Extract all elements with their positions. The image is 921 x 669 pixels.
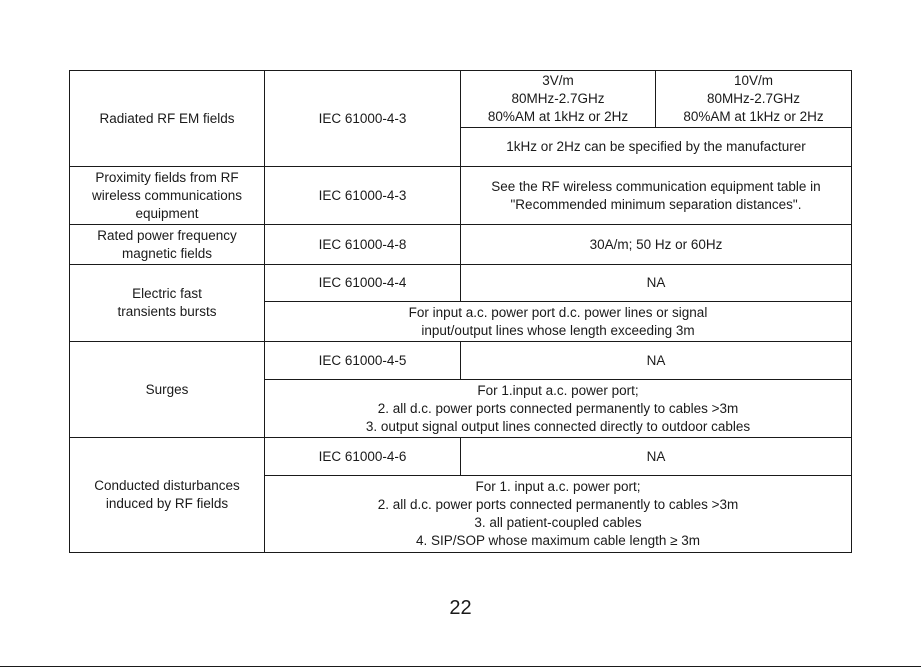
standard-cell [265, 225, 461, 265]
emc-immunity-table [69, 70, 852, 553]
test-level-cell [461, 225, 852, 265]
compliance-level-cell [656, 71, 852, 128]
standard-cell [265, 167, 461, 225]
note-cell [265, 476, 852, 553]
phenomenon-line: Electric fast [132, 286, 202, 301]
note-line: For 1. input a.c. power port; [475, 479, 641, 494]
note-line: For 1.input a.c. power port; [477, 382, 639, 398]
test-level-cell [461, 342, 852, 380]
table-row [70, 438, 852, 476]
standard-text: IEC 61000-4-8 [318, 236, 407, 252]
compliance-level-line: 80MHz-2.7GHz [706, 91, 801, 106]
phenomenon-cell [70, 265, 265, 342]
phenomenon-cell [70, 342, 265, 438]
phenomenon-line: magnetic fields [121, 245, 213, 261]
test-level-text: NA [646, 448, 666, 464]
table-row [70, 167, 852, 225]
standard-cell [265, 265, 461, 302]
test-level-line: 80MHz-2.7GHz [511, 91, 605, 106]
note-cell [265, 302, 852, 342]
compliance-level-line: 10V/m [733, 73, 774, 88]
note-cell [461, 128, 852, 167]
standard-text: IEC 61000-4-4 [318, 275, 407, 290]
test-level-line: See the RF wireless communication equipment table in [491, 178, 821, 194]
phenomenon-cell [70, 438, 265, 553]
phenomenon-cell [70, 71, 265, 167]
standard-cell [265, 342, 461, 380]
phenomenon-line: wireless communications [91, 187, 243, 203]
note-cell [265, 380, 852, 438]
table-row [70, 71, 852, 128]
phenomenon-text: Radiated RF EM fields [99, 110, 235, 126]
compliance-level-line: 80%AM at 1kHz or 2Hz [683, 109, 824, 124]
note-line: 2. all d.c. power ports connected permanently to cables >3m [377, 497, 739, 512]
note-line: For input a.c. power port d.c. power lines or signal [408, 304, 708, 320]
test-level-text: NA [646, 275, 666, 290]
phenomenon-line: transients bursts [117, 304, 217, 319]
standard-cell [265, 71, 461, 167]
test-level-line: 80%AM at 1kHz or 2Hz [487, 109, 629, 124]
page-number: 22 [449, 597, 472, 619]
phenomenon-line: Rated power frequency [97, 227, 237, 243]
phenomenon-line: induced by RF fields [105, 496, 229, 511]
note-line: 4. SIP/SOP whose maximum cable length ≥ 3m [415, 533, 701, 548]
test-level-line: "Recommended minimum separation distances". [510, 196, 802, 212]
standard-text: IEC 61000-4-6 [318, 448, 407, 464]
test-level-text: 30A/m; 50 Hz or 60Hz [589, 236, 723, 252]
bottom-divider [0, 666, 921, 667]
phenomenon-line: Proximity fields from RF [95, 169, 239, 185]
test-level-cell [461, 265, 852, 302]
standard-text: IEC 61000-4-5 [318, 352, 407, 368]
test-level-cell [461, 438, 852, 476]
standard-text: IEC 61000-4-3 [318, 110, 407, 126]
phenomenon-line: Conducted disturbances [94, 478, 240, 493]
test-level-cell [461, 167, 852, 225]
table-row [70, 342, 852, 380]
standard-cell [265, 438, 461, 476]
table-row [70, 225, 852, 265]
phenomenon-cell [70, 225, 265, 265]
phenomenon-line: equipment [135, 205, 199, 221]
phenomenon-cell [70, 167, 265, 225]
test-level-line: 3V/m [542, 73, 574, 88]
note-line: input/output lines whose length exceeding 3m [421, 322, 695, 338]
note-line: 2. all d.c. power ports connected permanently to cables >3m [377, 400, 739, 416]
note-line: 3. output signal output lines connected directly to outdoor cables [365, 418, 751, 434]
test-level-cell [461, 71, 656, 128]
table-row [70, 265, 852, 302]
phenomenon-text: Surges [145, 381, 189, 397]
test-level-text: NA [646, 352, 666, 368]
note-text: 1kHz or 2Hz can be specified by the manufacturer [506, 139, 806, 154]
standard-text: IEC 61000-4-3 [318, 187, 407, 203]
note-line: 3. all patient-coupled cables [474, 515, 642, 530]
